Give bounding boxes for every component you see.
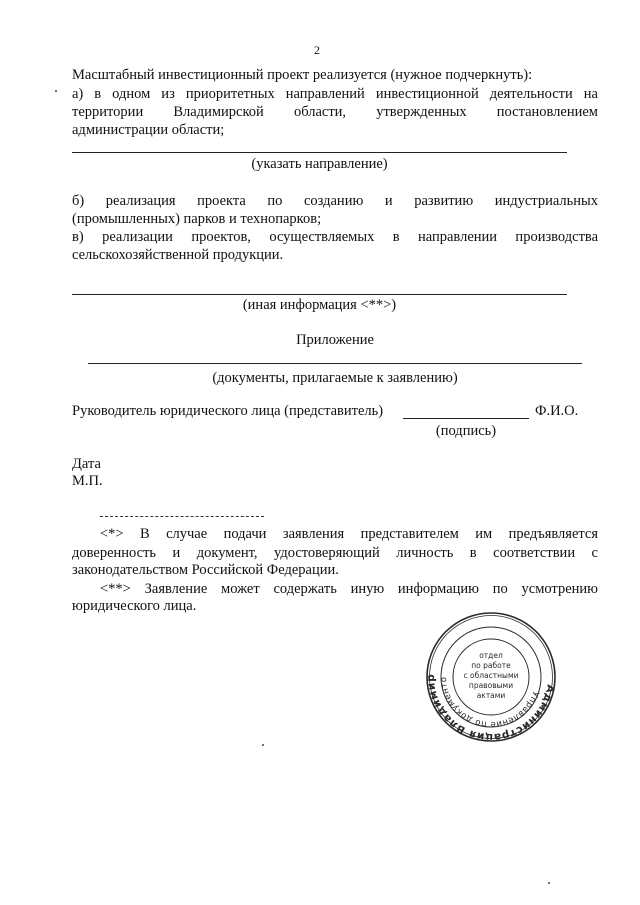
scan-speck <box>55 90 57 92</box>
footnote-1-line-1: <*> В случае подачи заявления представителем им предъявляется <box>100 526 598 542</box>
signatory-label: Руководитель юридического лица (представитель) <box>72 403 384 419</box>
page-number: 2 <box>314 43 320 57</box>
appendix-title: Приложение <box>296 332 374 348</box>
intro-text: Масштабный инвестиционный проект реализуется (нужное подчеркнуть): <box>72 67 533 83</box>
item-a-line-2: территории Владимирской области, утвержденных постановлением <box>72 104 598 120</box>
name-label: Ф.И.О. <box>535 403 579 419</box>
item-b-line-1: б) реализация проекта по созданию и развитию индустриальных <box>72 193 598 209</box>
stamp-inner-line: правовыми <box>468 681 514 690</box>
footnote-1-line-2: доверенность и документ, удостоверяющий личность в соответствии с <box>72 545 598 561</box>
footnote-2-line-1: <**> Заявление может содержать иную информацию по усмотрению <box>100 581 598 597</box>
official-stamp <box>424 610 558 744</box>
footnote-2-line-2: юридического лица. <box>72 598 197 614</box>
other-info-caption: (иная информация <**>) <box>242 297 397 313</box>
item-c-line-2: сельскохозяйственной продукции. <box>72 247 284 263</box>
stamp-inner-line: актами <box>476 691 506 700</box>
direction-caption: (указать направление) <box>251 156 388 172</box>
item-a-line-3: администрации области; <box>72 122 225 138</box>
signature-caption: (подпись) <box>435 423 497 439</box>
documents-caption: (документы, прилагаемые к заявлению) <box>212 370 458 386</box>
item-a-line-1: а) в одном из приоритетных направлений инвестиционной деятельности на <box>72 86 598 102</box>
stamp-inner-line: по работе <box>471 661 511 670</box>
stamp-outer-text: Администрация Владимир <box>424 673 557 744</box>
seal-label: М.П. <box>72 473 103 489</box>
other-info-blank-line <box>72 294 567 295</box>
footnote-1-line-3: законодательством Российской Федерации. <box>72 562 339 578</box>
footnote-separator <box>100 516 264 517</box>
stamp-inner-line: отдел <box>479 651 503 660</box>
signature-blank-line <box>403 418 529 419</box>
stamp-middle-text: Управление по документо <box>438 676 541 730</box>
direction-blank-line <box>72 152 567 153</box>
documents-blank-line <box>88 363 582 364</box>
date-label: Дата <box>72 456 101 472</box>
stamp-inner-line: с областными <box>463 671 519 680</box>
scan-speck <box>262 744 264 746</box>
item-c-line-1: в) реализации проектов, осуществляемых в направлении производства <box>72 229 598 245</box>
scan-speck <box>548 882 550 884</box>
item-b-line-2: (промышленных) парков и технопарков; <box>72 211 322 227</box>
